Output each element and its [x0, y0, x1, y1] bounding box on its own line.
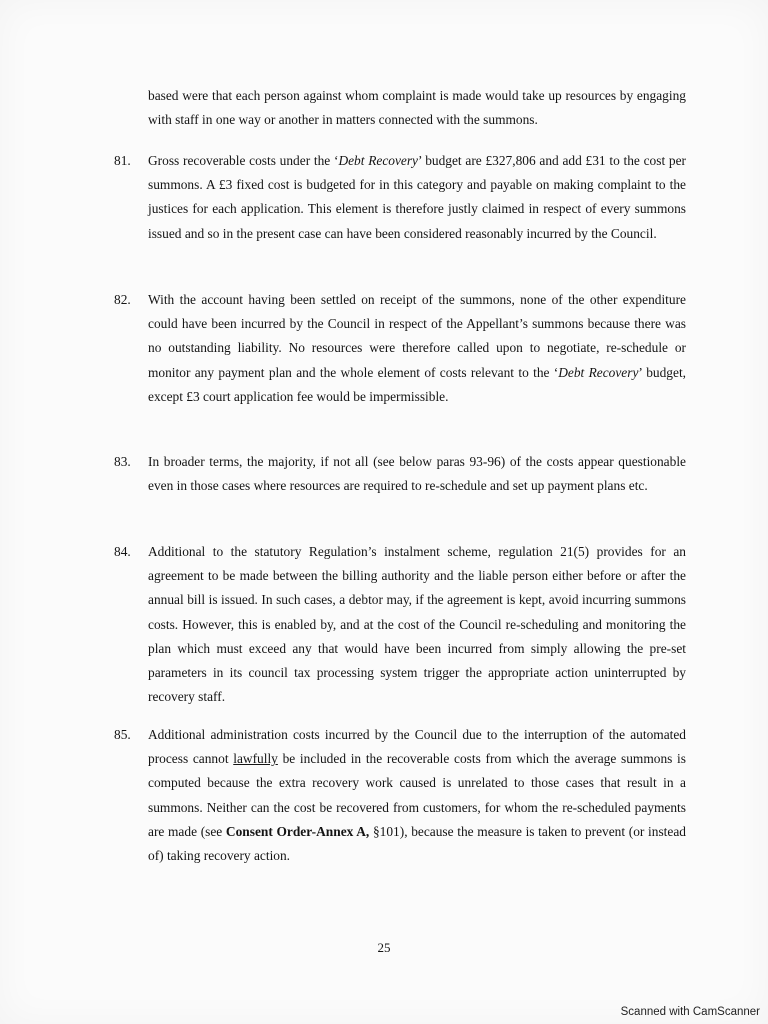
paragraph-number: 85.	[114, 727, 131, 742]
page-number: 25	[377, 940, 391, 955]
paragraph-82	[114, 288, 686, 409]
paragraph-84	[114, 540, 686, 709]
paragraph-body: With the account having been settled on receipt of the summons, none of the other expenditure could have been incurred by the Council in respect of the Appellant’s summons because there was no outstanding liability. No resources were therefore called upon to negotiate, re-schedule or monitor any payment plan and the whole element of costs relevant to the ‘Debt Recovery’ budget, except £3 court application fee would be impermissible.	[148, 292, 687, 404]
paragraph-85	[114, 723, 686, 868]
paragraph-body: In broader terms, the majority, if not all (see below paras 93-96) of the costs appear questionable even in those cases where resources are required to re-schedule and set up payment plans etc.	[148, 454, 686, 494]
paragraph-body: Additional administration costs incurred by the Council due to the interruption of the automated process cannot lawfully be included in the recoverable costs from which the average summons is computed because the extra recovery work caused is unrelated to those cases that result in a summons. Neither can the cost be recovered from customers, for whom the re-scheduled payments are made (see Consent Order-Annex A, §101), because the measure is taken to prevent (or instead of) taking recovery action.	[148, 727, 686, 864]
paragraph-number: 84.	[114, 544, 131, 559]
paragraph-83	[114, 450, 686, 498]
paragraph-number: 83.	[114, 454, 131, 469]
paragraph-body: Additional to the statutory Regulation’s instalment scheme, regulation 21(5) provides for an agreement to be made between the billing authority and the liable person either before or after the annual bill is issued. In such cases, a debtor may, if the agreement is kept, avoid incurring summons costs. However, this is enabled by, and at the cost of the Council re-scheduling and monitoring the plan which must exceed any that would have been incurred from simply allowing the pre-set parameters in its council tax processing system trigger the appropriate action uninterrupted by recovery staff.	[148, 544, 686, 705]
paragraph-81	[114, 149, 686, 246]
paragraph-number: 81.	[114, 153, 131, 168]
paragraph-body: Gross recoverable costs under the ‘Debt Recovery’ budget are £327,806 and add £31 to the cost per summons. A £3 fixed cost is budgeted for in this category and payable on making complaint to the justices for each application. This element is therefore justly claimed in respect of every summons issued and so in the present case can have been considered reasonably incurred by the Council.	[148, 153, 686, 241]
bold-reference: Consent Order-Annex A,	[225, 823, 370, 839]
continuation-paragraph: based were that each person against whom complaint is made would take up resources by engaging with staff in one way or another in matters connected with the summons.	[148, 88, 686, 127]
paragraph-number: 82.	[114, 292, 131, 307]
emphasis-text: Debt Recovery	[338, 153, 419, 168]
underlined-text: lawfully	[233, 751, 278, 767]
emphasis-text: Debt Recovery	[558, 364, 639, 380]
scanner-watermark: Scanned with CamScanner	[620, 1006, 760, 1018]
